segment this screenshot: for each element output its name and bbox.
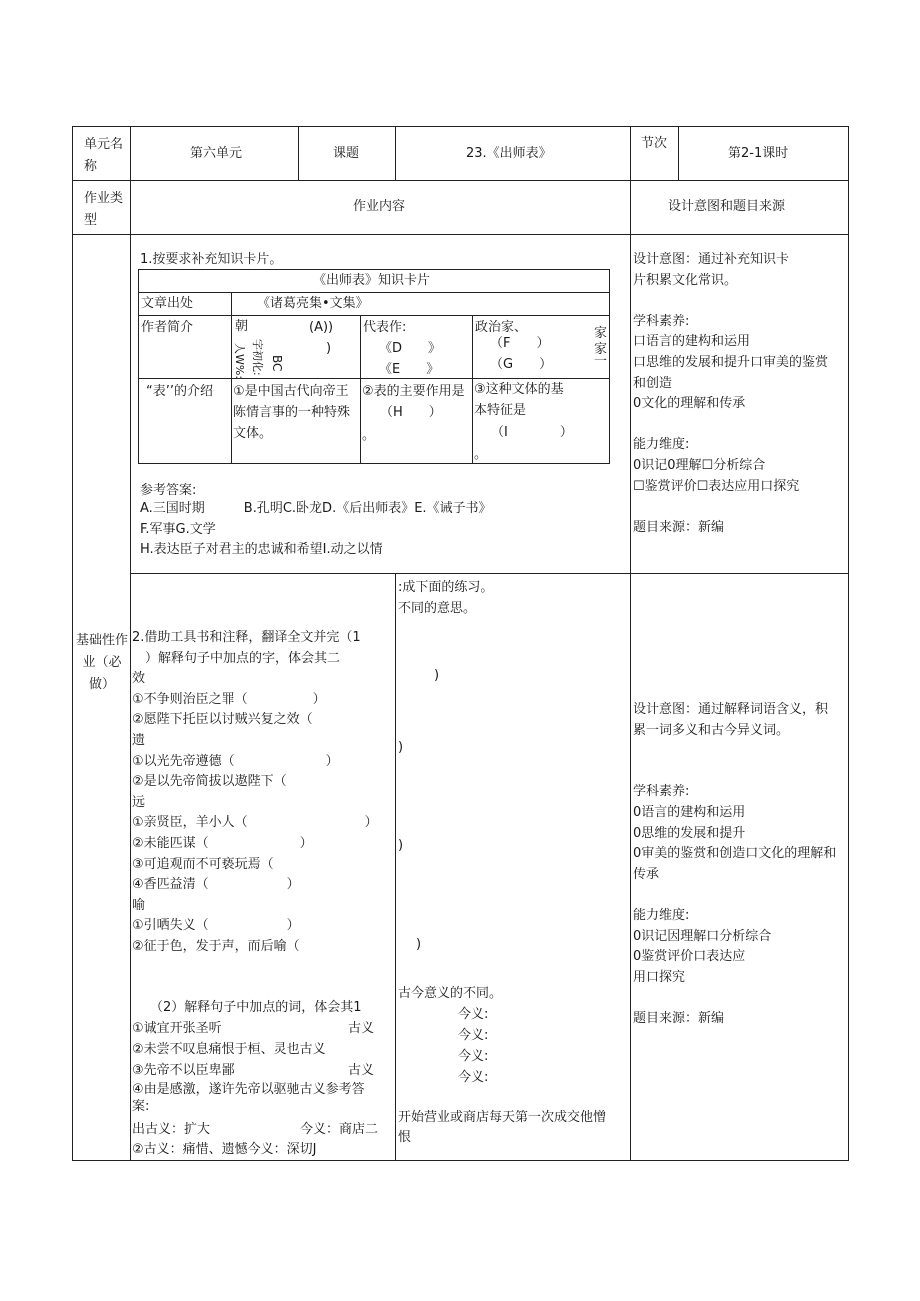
design-1-text	[633, 250, 828, 538]
q2-line: ②是以先帝简拔以遨陛下（	[132, 774, 287, 790]
table-col-divider	[395, 573, 396, 1161]
design-2-line: 题目来源：新编	[633, 1010, 725, 1026]
author-bc: BC	[270, 355, 284, 372]
q2-answer1: 出古义：扩大	[132, 1122, 211, 1137]
q1-prompt: 1.按要求补充知识卡片。	[140, 252, 283, 267]
design-1-line: 能力维度:	[633, 437, 690, 453]
table-row-divider	[72, 234, 849, 235]
q2-line: 遗	[132, 732, 146, 748]
design-2-line	[633, 885, 836, 906]
design-2-line: 0语言的建构和运用	[633, 804, 746, 820]
q2-line: ②未能匹谋（ ）	[132, 835, 313, 851]
design-2-text	[633, 700, 836, 1030]
card-line	[138, 463, 609, 464]
biao-2-blank-h: （H ）	[380, 405, 442, 420]
q2-answer1-right: 今义：商店二	[300, 1122, 379, 1137]
design-1-line: 0文化的理解和传承	[633, 396, 746, 412]
card-line	[360, 315, 361, 464]
design-1-line: 学科素养:	[633, 313, 690, 329]
biao-3-line2: 本特征是	[474, 403, 527, 418]
unit-name-label: 单元名称	[84, 137, 124, 174]
table-col-divider	[630, 126, 631, 1161]
works-d: 《D 》	[379, 341, 442, 356]
card-line	[609, 269, 610, 464]
design-intent-label: 设计意图和题目来源	[668, 199, 786, 214]
table-row-divider	[130, 573, 849, 574]
mid-top-line1: :成下面的练习。	[398, 580, 494, 595]
q2-part2-item3-gu: 古义	[348, 1063, 375, 1078]
author-paren: )	[326, 341, 332, 356]
mid-jinyi: 今义:	[458, 1028, 489, 1043]
source-value: 《诸葛亮集•文集》	[257, 296, 369, 311]
blank-f: （F ）	[490, 336, 550, 351]
mid-bottom-line1: 开始营业或商店每天第一次成交他憎	[398, 1110, 607, 1125]
jia-2: 家	[594, 342, 608, 357]
lesson-value: 23.《出师表》	[466, 146, 552, 161]
q2-part2-title: （2）解释句子中加点的词，体会其1	[150, 1000, 362, 1015]
q2-line: 喻	[132, 897, 146, 913]
jia-1: 家	[594, 326, 608, 341]
q2-line: ①以光先帝遵德（ ）	[132, 753, 339, 769]
design-2-line: 0审美的鉴赏和创造口文化的理解和	[633, 846, 837, 862]
mid-paren: )	[398, 838, 404, 853]
mid-jinyi: 今义:	[458, 1049, 489, 1064]
design-2-line	[633, 741, 836, 762]
table-col-divider	[298, 126, 299, 181]
table-col-divider	[130, 126, 131, 1161]
q2-part2-item1: ①诚宜开张圣听	[132, 1021, 222, 1036]
design-2-line: 用口探究	[633, 969, 686, 985]
q2-line: ①亲贤臣，羊小人（ ）	[132, 815, 378, 831]
mid-jinyi: 今义:	[458, 1070, 489, 1085]
card-line	[472, 315, 473, 464]
design-2-line: 设计意图：通过解释词语含义，积	[633, 702, 829, 717]
design-1-line: 和创造	[633, 375, 673, 391]
q2-line: ）解释句子中加点的字，体会其二	[132, 650, 341, 666]
q2-line: 效	[132, 671, 146, 687]
design-1-line	[633, 291, 828, 312]
author-blank-a: (A))	[309, 320, 334, 335]
q2-line: ①引哂失义（ ）	[132, 918, 300, 934]
table-border-top	[72, 126, 849, 127]
card-line	[138, 378, 609, 379]
biao-1-line3: 文体。	[233, 426, 273, 441]
q2-line: ①不争则治臣之罪（ ）	[132, 691, 326, 707]
design-1-line: ☐鉴赏评价☐表达应用口探究	[633, 478, 800, 494]
blank-g: （G ）	[490, 357, 553, 372]
q2-line: ③可追观而不可亵玩焉（	[132, 856, 274, 872]
jia-dash: 一	[594, 354, 608, 369]
design-2-line: 传承	[633, 866, 660, 882]
q2-part2-item4a: ④由是感激，遂许先帝以驱驰古义参考答	[132, 1082, 365, 1097]
design-1-line	[633, 415, 828, 436]
answer-line: A.三国时期 B.孔明C.卧龙D.《后出师表》E.《诫子书》	[140, 501, 492, 516]
card-line	[138, 315, 609, 316]
q2-line: ②征于色，发于声，而后喻（	[132, 938, 300, 954]
politician: 政治家、	[475, 320, 528, 335]
design-1-line: 设计意图：通过补充知识卡	[633, 252, 790, 267]
card-title: 《出师表》知识卡片	[313, 273, 431, 288]
mid-jinyi: 今义:	[458, 1007, 489, 1022]
period-label: 节次	[641, 136, 668, 151]
design-1-line: 题目来源：新编	[633, 519, 725, 535]
works-e: 《E 》	[379, 362, 440, 377]
design-1-line	[633, 497, 828, 518]
design-2-line: 0识记因理解口分析综合	[633, 928, 772, 944]
card-line	[138, 269, 139, 464]
design-1-line: 片积累文化常识。	[633, 272, 738, 288]
mid-ancient-title: 古今意义的不同。	[398, 986, 503, 1001]
card-line	[138, 292, 609, 293]
design-2-line: 学科素养:	[633, 784, 690, 800]
design-2-line: 0思维的发展和提升	[633, 825, 746, 841]
q2-part2-item1-gu: 古义	[348, 1021, 375, 1036]
design-1-line: 0识记0理解☐分析综合	[633, 457, 766, 473]
author-label: 作者简介	[141, 320, 194, 335]
period-value: 第2-1课时	[728, 146, 789, 161]
unit-name-value: 第六单元	[190, 146, 243, 161]
mid-paren: )	[416, 937, 422, 952]
author-dynasty: 朝	[235, 319, 249, 334]
mid-paren: )	[434, 668, 440, 683]
biao-3-line1: ③这种文体的基	[474, 382, 564, 397]
design-2-line	[633, 762, 836, 783]
q2-line: 远	[132, 794, 146, 810]
author-garbled: 人W%:	[233, 343, 246, 380]
homework-content-label: 作业内容	[353, 199, 406, 214]
basic-homework-label: 基础性作业（必做）	[75, 633, 128, 692]
table-col-divider	[395, 126, 396, 181]
answer-line: F.军事G.文学	[140, 521, 216, 537]
q2-answer2: ②古义：痛惜、遗憾今义：深切J	[132, 1142, 317, 1157]
design-1-line: 口思维的发展和提升口审美的鉴赏	[633, 354, 829, 370]
answer-line: H.表达臣子对君主的忠诚和希望I.动之以情	[140, 542, 383, 558]
design-2-line	[633, 988, 836, 1009]
answers-list	[140, 499, 492, 561]
works-label: 代表作:	[363, 320, 407, 335]
biao-3-line4: 。	[474, 447, 488, 462]
q2-part2-item2: ②未尝不叹息痛恨于桓、灵也古义	[132, 1042, 326, 1057]
mid-bottom-line2: 恨	[398, 1130, 412, 1145]
mid-top-line2: 不同的意思。	[398, 601, 477, 616]
biao-1-line1: ①是中国古代向帝王	[233, 384, 349, 399]
q2-line: 2.借助工具书和注释，翻译全文并完（1	[132, 630, 361, 645]
q2-line: ②愿陛下托臣以讨贼兴复之效（	[132, 712, 313, 728]
table-col-divider	[678, 126, 679, 181]
design-1-line: 口语言的建构和运用	[633, 334, 751, 350]
q2-part2-item3: ③先帝不以臣卑鄙	[132, 1063, 235, 1078]
q2-text	[132, 628, 378, 958]
design-2-line: 能力维度:	[633, 907, 690, 923]
table-border-bottom	[72, 1160, 849, 1161]
biao-2-line3: 。	[362, 428, 376, 443]
design-2-line: 0鉴赏评价口表达应	[633, 949, 746, 965]
answers-title: 参考答案:	[140, 483, 197, 498]
design-2-line: 累一词多义和古今异义词。	[633, 722, 790, 738]
q2-line: ④香匹益清（ ）	[132, 877, 300, 893]
biao-intro-label: “表’’的介绍	[146, 384, 213, 399]
biao-2-line1: ②表的主要作用是	[362, 384, 465, 399]
source-label: 文章出处	[141, 296, 194, 311]
biao-1-line2: 陈情言事的一种特殊	[233, 405, 351, 420]
biao-3-blank-i: （I ）	[491, 425, 573, 440]
table-border-left	[72, 126, 73, 1161]
table-row-divider	[72, 180, 849, 181]
card-line	[138, 269, 609, 270]
lesson-label: 课题	[333, 146, 360, 161]
homework-type-label: 作业类型	[84, 191, 124, 228]
author-garbled-rotated: 字初化:	[251, 339, 264, 376]
q2-part2-item4b: 案:	[132, 1099, 150, 1114]
table-border-right	[848, 126, 849, 1161]
mid-paren: )	[398, 740, 404, 755]
